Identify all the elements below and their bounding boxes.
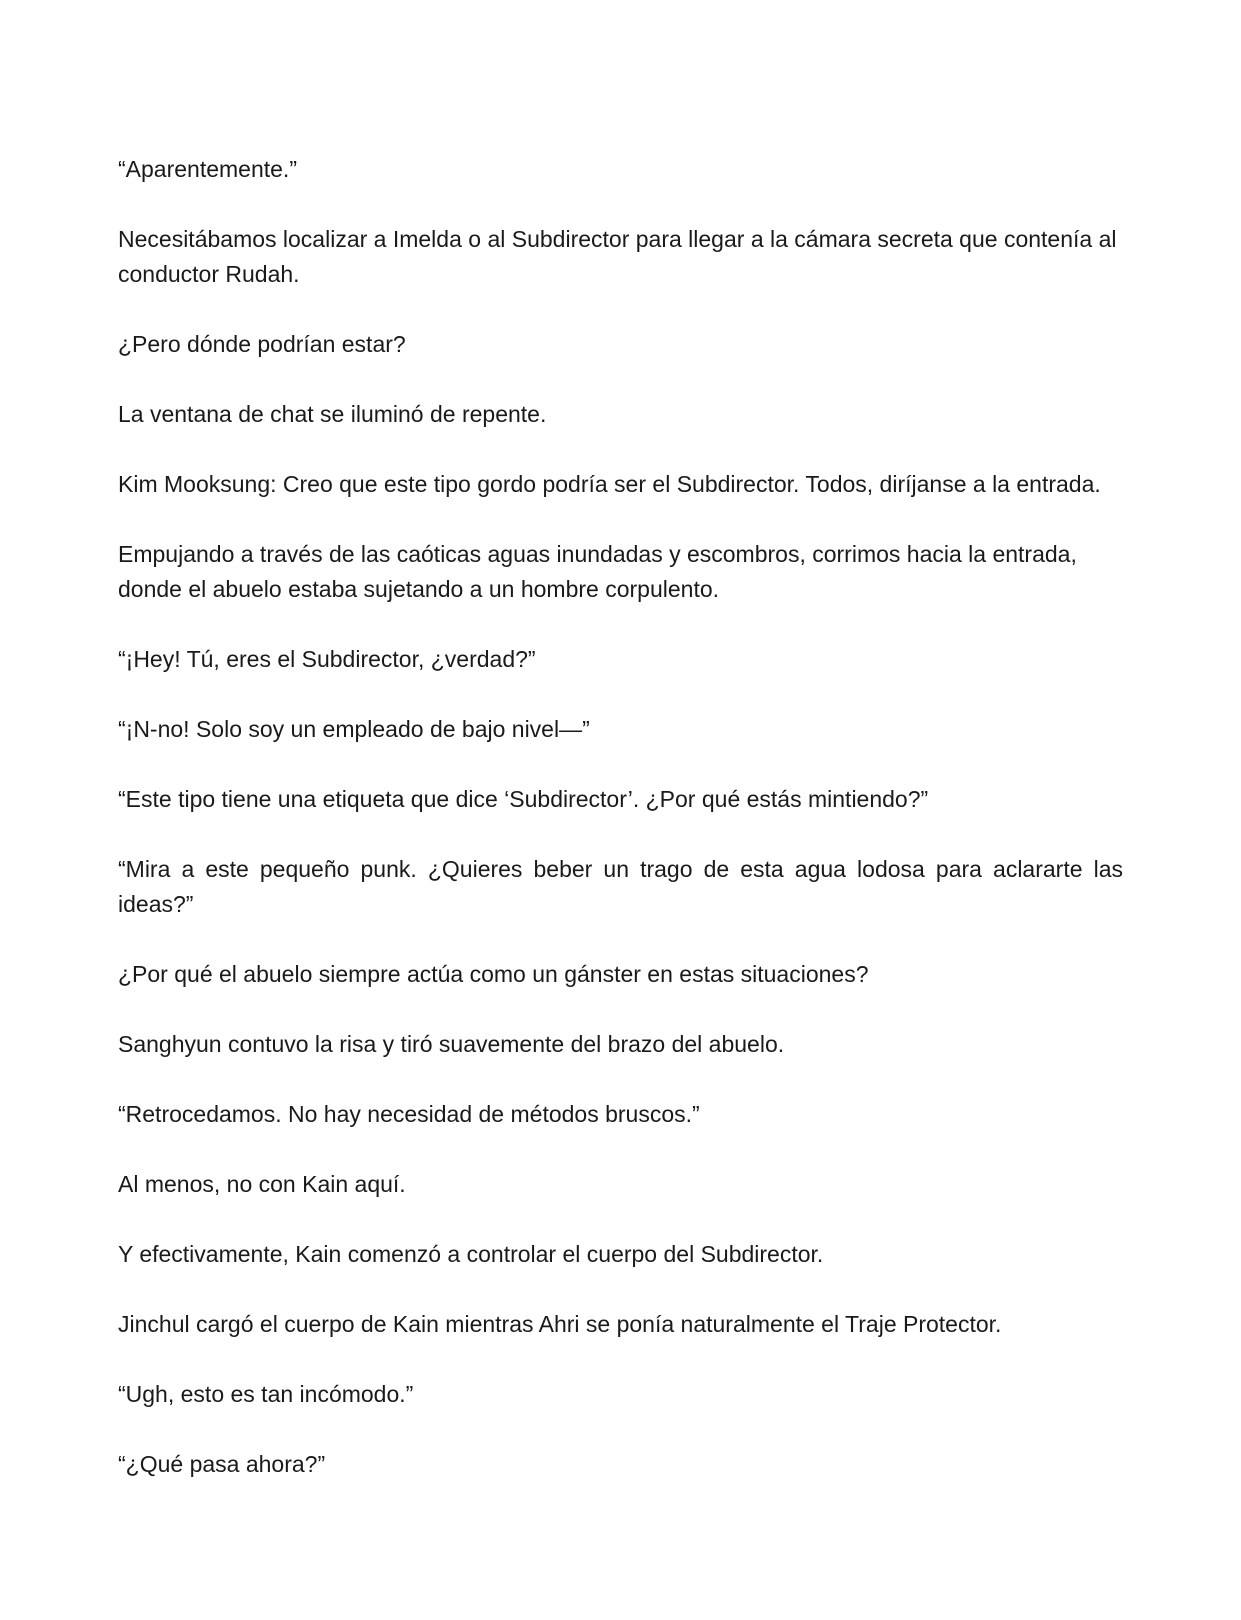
paragraph-2: Necesitábamos localizar a Imelda o al Subdirector para llegar a la cámara secreta que contenía al conductor Rudah. [118, 226, 1117, 287]
paragraph-4: La ventana de chat se iluminó de repente. [118, 401, 547, 427]
paragraph-15: Y efectivamente, Kain comenzó a controlar el cuerpo del Subdirector. [118, 1241, 824, 1267]
paragraph-14: Al menos, no con Kain aquí. [118, 1171, 406, 1197]
paragraph-16: Jinchul cargó el cuerpo de Kain mientras Ahri se ponía naturalmente el Traje Protector. [118, 1311, 1002, 1337]
paragraph-1: “Aparentemente.” [118, 156, 297, 182]
paragraph-6: Empujando a través de las caóticas aguas inundadas y escombros, corrimos hacia la entrada, donde el abuelo estaba sujetando a un hombre corpulento. [118, 541, 1077, 602]
text-column [118, 152, 1123, 1517]
paragraph-17: “Ugh, esto es tan incómodo.” [118, 1381, 414, 1407]
paragraph-10: “Mira a este pequeño punk. ¿Quieres beber un trago de esta agua lodosa para aclararte las ideas?” [118, 856, 1123, 917]
paragraph-12: Sanghyun contuvo la risa y tiró suavemente del brazo del abuelo. [118, 1031, 785, 1057]
paragraph-5: Kim Mooksung: Creo que este tipo gordo podría ser el Subdirector. Todos, diríjanse a la entrada. [118, 471, 1101, 497]
paragraph-18: “¿Qué pasa ahora?” [118, 1451, 326, 1477]
paragraph-11: ¿Por qué el abuelo siempre actúa como un gánster en estas situaciones? [118, 961, 869, 987]
paragraph-9: “Este tipo tiene una etiqueta que dice ‘Subdirector’. ¿Por qué estás mintiendo?” [118, 786, 929, 812]
paragraph-7: “¡Hey! Tú, eres el Subdirector, ¿verdad?” [118, 646, 536, 672]
paragraph-13: “Retrocedamos. No hay necesidad de métodos bruscos.” [118, 1101, 700, 1127]
paragraph-8: “¡N-no! Solo soy un empleado de bajo nivel—” [118, 716, 590, 742]
paragraph-3: ¿Pero dónde podrían estar? [118, 331, 406, 357]
